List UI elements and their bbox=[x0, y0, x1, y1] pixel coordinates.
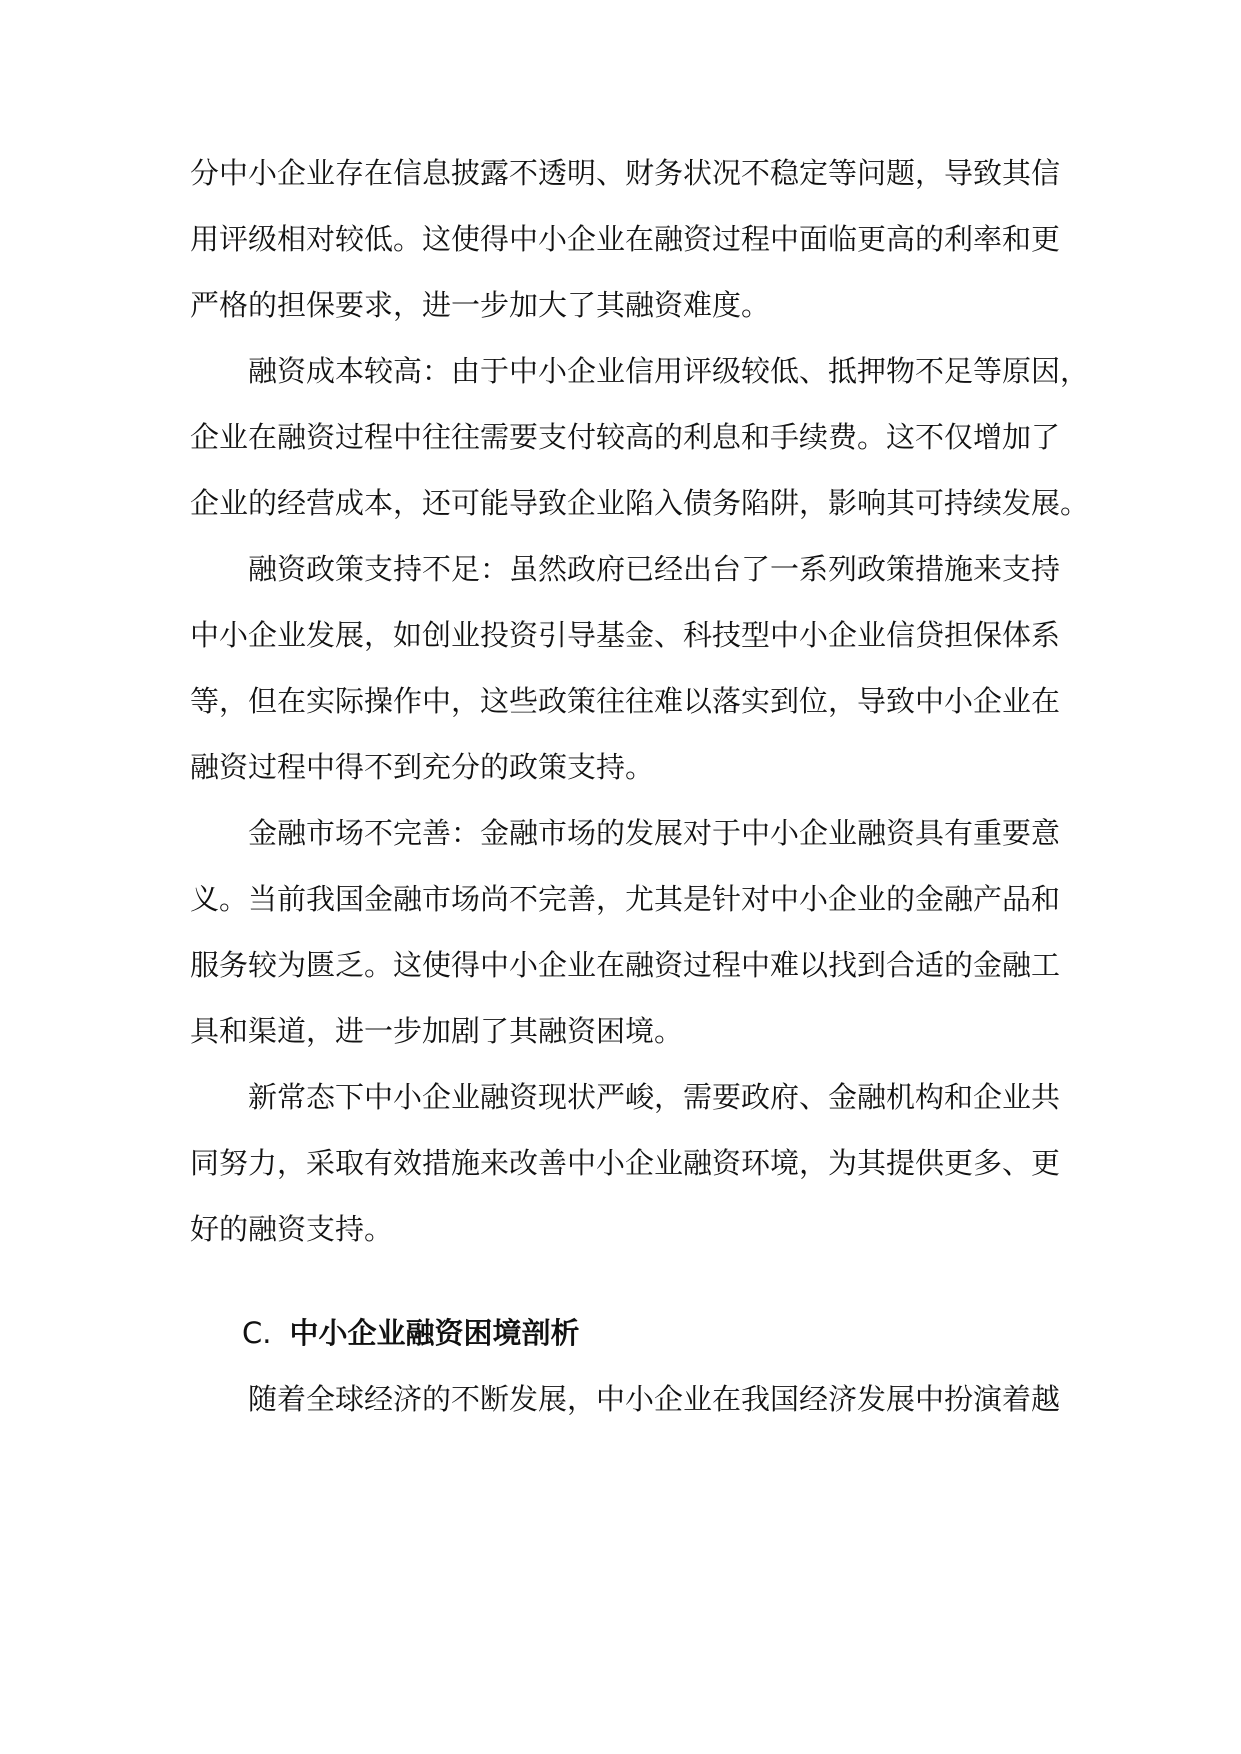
section-title: 中小企业融资困境剖析 bbox=[289, 1316, 580, 1350]
text-line: 义。当前我国金融市场尚不完善，尤其是针对中小企业的金融产品和 bbox=[190, 882, 1061, 916]
text-line: 金融市场不完善：金融市场的发展对于中小企业融资具有重要意 bbox=[248, 816, 1061, 850]
text-line: 严格的担保要求，进一步加大了其融资难度。 bbox=[190, 288, 771, 322]
text-line: 好的融资支持。 bbox=[190, 1212, 394, 1246]
paragraph-conclusion bbox=[190, 1064, 1061, 1262]
text-line: 融资政策支持不足：虽然政府已经出台了一系列政策措施来支持 bbox=[248, 552, 1061, 586]
section-heading bbox=[190, 1300, 1050, 1366]
text-line: 融资过程中得不到充分的政策支持。 bbox=[190, 750, 655, 784]
paragraph-section-intro bbox=[190, 1366, 1061, 1432]
text-line: 用评级相对较低。这使得中小企业在融资过程中面临更高的利率和更 bbox=[190, 222, 1061, 256]
text-line: 新常态下中小企业融资现状严峻，需要政府、金融机构和企业共 bbox=[248, 1080, 1061, 1114]
document-body bbox=[190, 140, 1090, 1432]
text-line: 企业在融资过程中往往需要支付较高的利息和手续费。这不仅增加了 bbox=[190, 420, 1061, 454]
text-line: 中小企业发展，如创业投资引导基金、科技型中小企业信贷担保体系 bbox=[190, 618, 1061, 652]
paragraph-financing-cost bbox=[190, 338, 1090, 536]
paragraph-policy-support bbox=[190, 536, 1061, 800]
text-line: 企业的经营成本，还可能导致企业陷入债务陷阱，影响其可持续发展。 bbox=[190, 486, 1090, 520]
text-line: 等，但在实际操作中，这些政策往往难以落实到位，导致中小企业在 bbox=[190, 684, 1061, 718]
section-spacer bbox=[190, 1262, 1050, 1300]
section-number: C. bbox=[242, 1316, 272, 1350]
paragraph-financing-credit bbox=[190, 140, 1061, 338]
paragraph-financial-market bbox=[190, 800, 1061, 1064]
text-line: 随着全球经济的不断发展，中小企业在我国经济发展中扮演着越 bbox=[248, 1382, 1061, 1416]
text-line: 同努力，采取有效措施来改善中小企业融资环境，为其提供更多、更 bbox=[190, 1146, 1061, 1180]
text-line: 融资成本较高：由于中小企业信用评级较低、抵押物不足等原因， bbox=[248, 354, 1090, 388]
text-line: 具和渠道，进一步加剧了其融资困境。 bbox=[190, 1014, 684, 1048]
text-line: 服务较为匮乏。这使得中小企业在融资过程中难以找到合适的金融工 bbox=[190, 948, 1061, 982]
text-line: 分中小企业存在信息披露不透明、财务状况不稳定等问题，导致其信 bbox=[190, 156, 1061, 190]
